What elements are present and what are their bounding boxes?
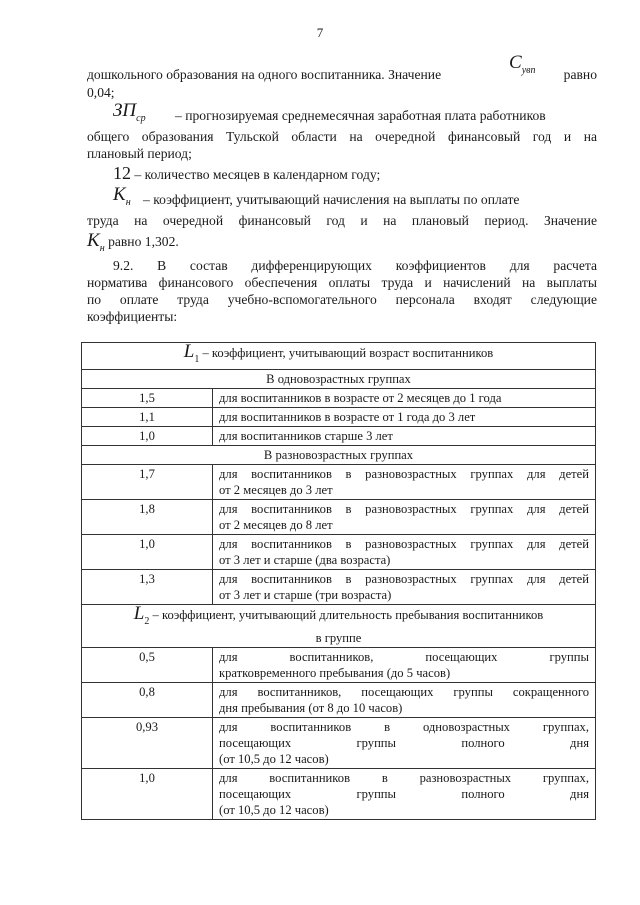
l2-header-row	[82, 604, 596, 647]
kn-line1-text: – коэффициент, учитывающий начисления на выплаты по оплате	[143, 192, 520, 207]
para92-line1: 9.2. В состав дифференцирующих коэффициентов для расчета	[113, 258, 597, 273]
para92-line4: коэффициенты:	[87, 309, 178, 324]
l2-header-line2: в группе	[315, 630, 362, 645]
table-row	[82, 407, 596, 426]
coef-desc: для воспитанников в разновозрастных группах для детей от 2 месяцев до 8 лет	[213, 499, 596, 534]
months-number: 12	[113, 163, 131, 183]
zp-line2: общего образования Тульской области на очередной финансовый год и на	[87, 129, 597, 144]
page-number: 7	[316, 25, 324, 40]
kn-line3-text: равно 1,302.	[108, 234, 179, 249]
zp-line1	[113, 102, 597, 127]
coef-value: 1,0	[82, 426, 213, 445]
kn-line1	[113, 186, 597, 211]
coef-value: 0,5	[82, 647, 213, 682]
mixed-age-title: В разновозрастных группах	[82, 445, 596, 464]
coef-value: 1,0	[82, 534, 213, 569]
table-row	[82, 768, 596, 819]
coef-desc: для воспитанников в одновозрастных группах, посещающих группы полного дня (от 10,5 до 12 часов)	[213, 717, 596, 768]
l2-header	[82, 604, 596, 647]
single-age-title: В одновозрастных группах	[82, 369, 596, 388]
para92-line3: по оплате труда учебно-вспомогательного персонала входят следующие	[87, 292, 597, 307]
coef-desc: для воспитанников старше 3 лет	[213, 426, 596, 445]
table-row	[82, 682, 596, 717]
coef-desc: для воспитанников в разновозрастных группах для детей от 2 месяцев до 3 лет	[213, 464, 596, 499]
zp-line3: плановый период;	[87, 146, 192, 161]
coef-desc: для воспитанников в возрасте от 1 года до 3 лет	[213, 407, 596, 426]
coef-value: 0,8	[82, 682, 213, 717]
kn-line2: труда на очередной финансовый год и на плановый период. Значение	[87, 213, 597, 228]
coefficients-table	[81, 342, 596, 820]
para1-line1	[87, 52, 597, 83]
coef-value: 1,5	[82, 388, 213, 407]
c-uvp-symbol: $C_{увп}$	[509, 52, 536, 76]
l2-symbol: $L_2$	[133, 602, 150, 627]
table-row	[82, 717, 596, 768]
coef-value: 1,3	[82, 569, 213, 604]
months-line	[113, 165, 380, 183]
table-row	[82, 569, 596, 604]
kn-line3	[87, 232, 179, 257]
para1-line2: 0,04;	[87, 85, 115, 100]
months-text: – количество месяцев в календарном году;	[134, 167, 381, 182]
section-row	[82, 369, 596, 388]
coef-desc: для воспитанников в разновозрастных группах для детей от 3 лет и старше (два возраста)	[213, 534, 596, 569]
para1-line1-text: дошкольного образования на одного воспитанника. Значение	[87, 67, 442, 82]
l1-header-row	[82, 343, 596, 370]
coef-desc: для воспитанников, посещающих группы кратковременного пребывания (до 5 часов)	[213, 647, 596, 682]
coef-value: 1,8	[82, 499, 213, 534]
table-row	[82, 499, 596, 534]
coef-desc: для воспитанников в возрасте от 2 месяцев до 1 года	[213, 388, 596, 407]
coef-desc: для воспитанников, посещающих группы сокращенного дня пребывания (от 8 до 10 часов)	[213, 682, 596, 717]
section-row	[82, 445, 596, 464]
table-row	[82, 426, 596, 445]
coef-value: 0,93	[82, 717, 213, 768]
l1-header	[82, 343, 596, 370]
table-row	[82, 647, 596, 682]
table-row	[82, 388, 596, 407]
coef-value: 1,7	[82, 464, 213, 499]
para92-line2: норматива финансового обеспечения оплаты труда и начислений на выплаты	[87, 275, 597, 290]
kn-symbol-2: $K_н$	[87, 230, 105, 254]
table-row	[82, 464, 596, 499]
l1-header-text: – коэффициент, учитывающий возраст воспитанников	[202, 346, 494, 360]
zp-symbol: $ЗП_{ср}$	[113, 100, 146, 124]
zp-line1-text: – прогнозируемая среднемесячная заработная плата работников	[175, 108, 546, 123]
coef-value: 1,0	[82, 768, 213, 819]
l2-header-line1: – коэффициент, учитывающий длительность пребывания воспитанников	[152, 607, 544, 622]
coef-desc: для воспитанников в разновозрастных группах для детей от 3 лет и старше (три возраста)	[213, 569, 596, 604]
coef-value: 1,1	[82, 407, 213, 426]
para1-line1-end: равно	[563, 67, 597, 82]
coef-desc: для воспитанников в разновозрастных группах, посещающих группы полного дня (от 10,5 до 12 часов)	[213, 768, 596, 819]
l1-symbol: $L_1$	[183, 341, 200, 365]
table-row	[82, 534, 596, 569]
kn-symbol: $K_н$	[113, 184, 131, 208]
